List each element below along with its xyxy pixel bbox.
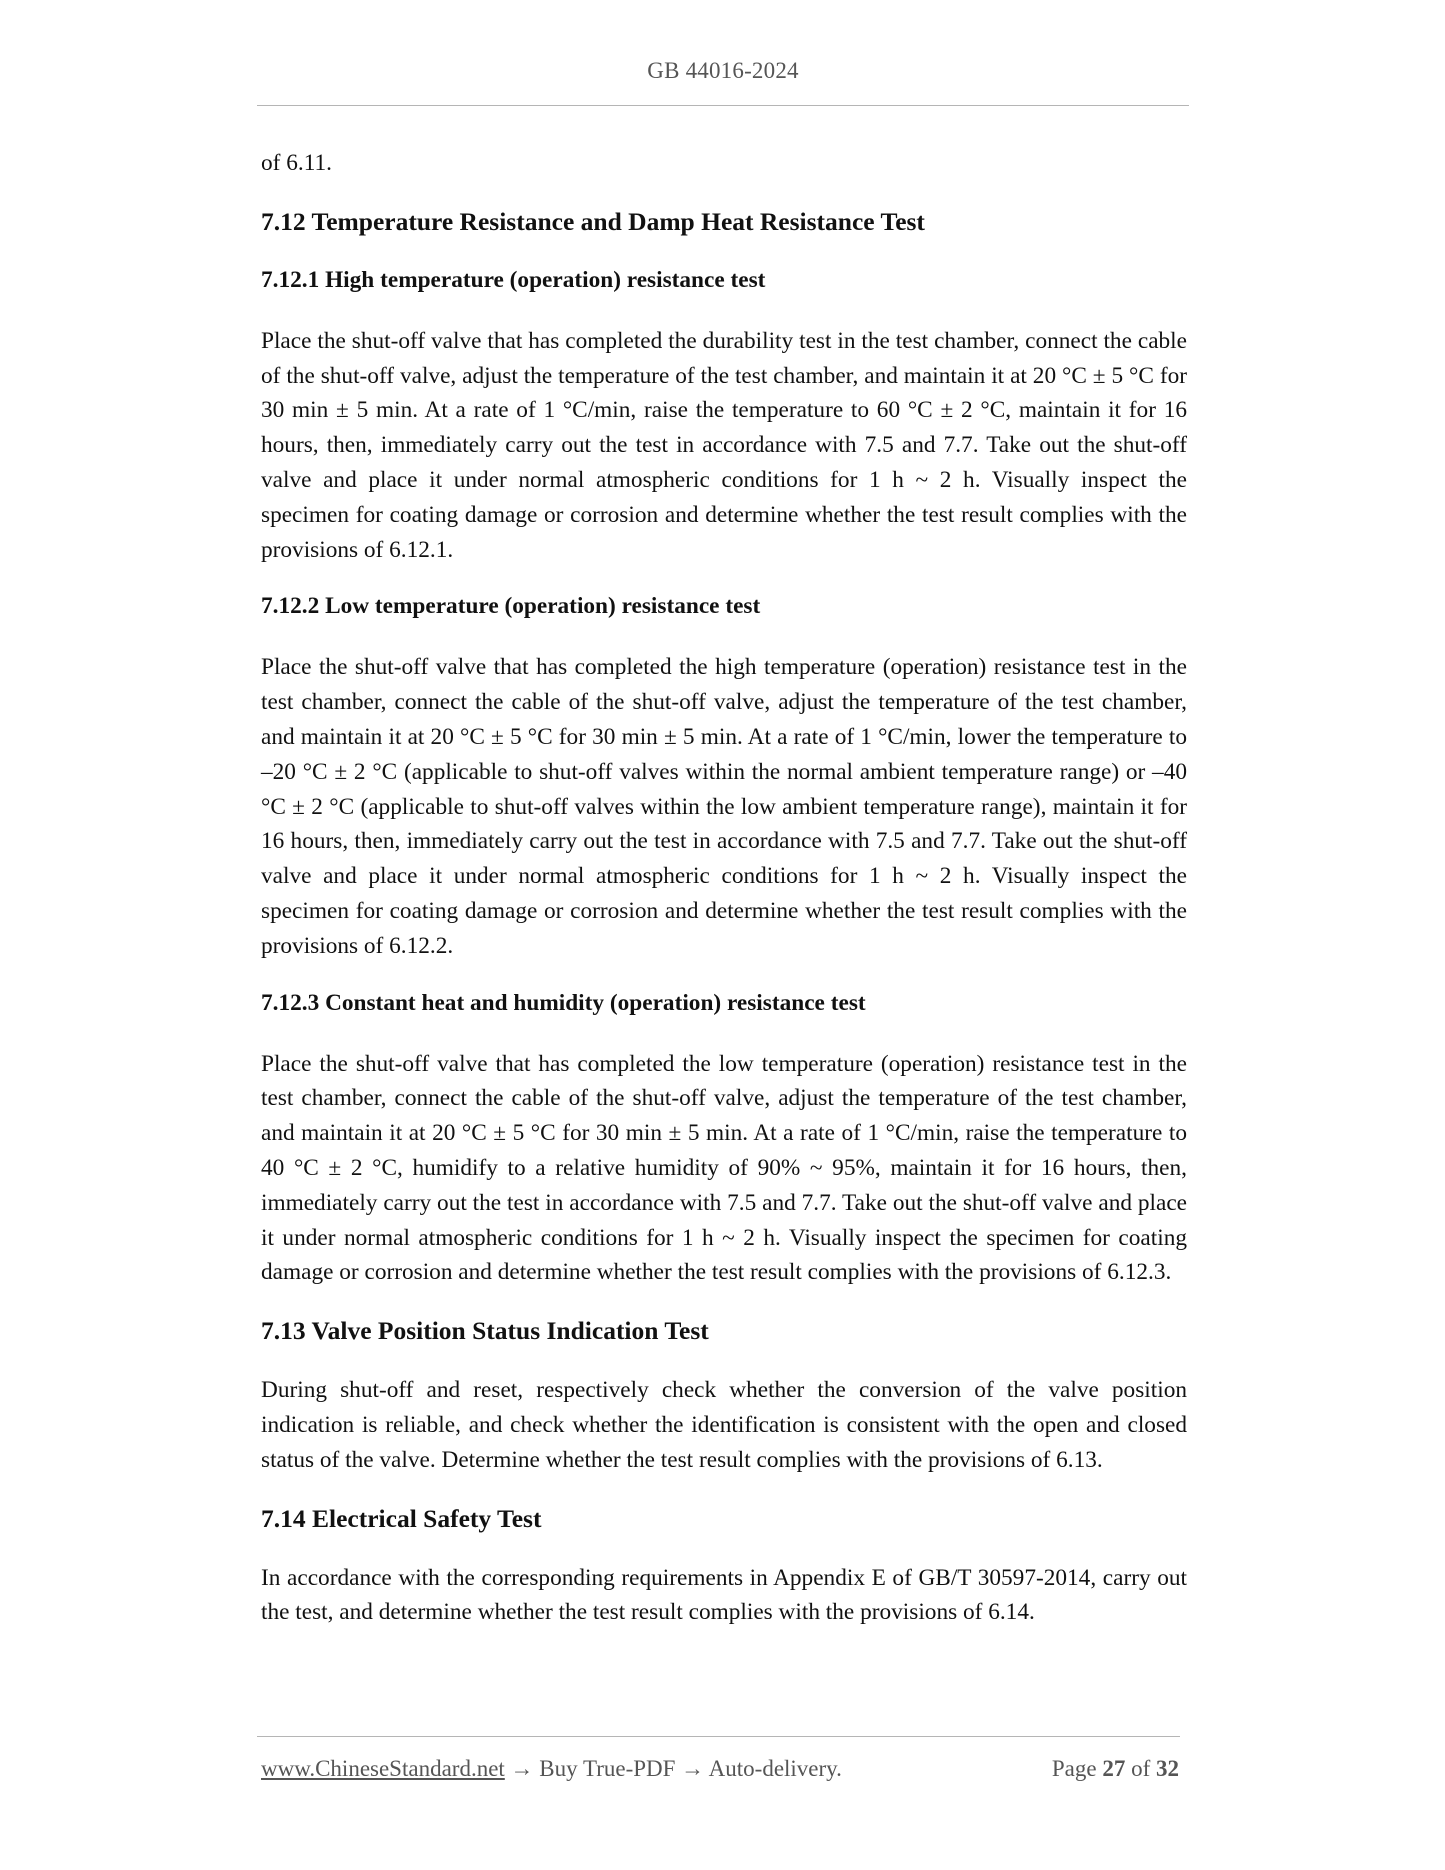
section-7-12-2-body: Place the shut-off valve that has completed the high temperature (operation) resistance test in the test chamber, connect the cable of the shut-off valve, adjust the temperature of the test chamber, and maintain it at 20 °C ± 5 °C for 30 min ± 5 min. At a rate of 1 °C/min, lower the temperature to –20 °C ± 2 °C (applicable to shut-off valves within the normal ambient temperature range) or –40 °C ± 2 °C (applicable to shut-off valves within the low ambient temperature range), maintain it for 16 hours, then, immediately carry out the test in accordance with 7.5 and 7.7. Take out the shut-off valve and place it under normal atmospheric conditions for 1 h ~ 2 h. Visually inspect the specimen for coating damage or corrosion and determine whether the test result complies with the provisions of 6.12.2. [261,654,1187,959]
section-7-12-1-body: Place the shut-off valve that has completed the durability test in the test chamber, connect the cable of the shut-off valve, adjust the temperature of the test chamber, and maintain it at 20 °C ± 5 °C for 30 min ± 5 min. At a rate of 1 °C/min, raise the temperature to 60 °C ± 2 °C, maintain it for 16 hours, then, immediately carry out the test in accordance with 7.5 and 7.7. Take out the shut-off valve and place it under normal atmospheric conditions for 1 h ~ 2 h. Visually inspect the specimen for coating damage or corrosion and determine whether the test result complies with the provisions of 6.12.1. [261,327,1187,563]
page-header: GB 44016-2024 [647,58,799,83]
total-pages: 32 [1156,1756,1179,1781]
header-divider [257,105,1189,106]
section-7-13-body: During shut-off and reset, respectively check whether the conversion of the valve position indication is reliable, and check whether the identification is consistent with the open and closed status of the valve. Determine whether the test result complies with the provisions of 6.13. [261,1377,1187,1473]
page-content [261,146,1187,1630]
section-7-12-3-heading: 7.12.3 Constant heat and humidity (operation) resistance test [261,989,866,1016]
section-7-12-heading: 7.12 Temperature Resistance and Damp Heat Resistance Test [261,206,925,236]
section-7-13-heading: 7.13 Valve Position Status Indication Test [261,1316,709,1346]
page-label: Page [1051,1756,1097,1781]
website-link[interactable]: www.ChineseStandard.net [261,1756,505,1781]
section-7-12-3-body: Place the shut-off valve that has completed the low temperature (operation) resistance test in the test chamber, connect the cable of the shut-off valve, adjust the temperature of the test chamber, and maintain it at 20 °C ± 5 °C for 30 min ± 5 min. At a rate of 1 °C/min, raise the temperature to 40 °C ± 2 °C, humidify to a relative humidity of 90% ~ 95%, maintain it for 16 hours, then, immediately carry out the test in accordance with 7.5 and 7.7. Take out the shut-off valve and place it under normal atmospheric conditions for 1 h ~ 2 h. Visually inspect the specimen for coating damage or corrosion and determine whether the test result complies with the provisions of 6.12.3. [261,1050,1187,1286]
intro-text: of 6.11. [261,150,332,176]
section-7-14-body: In accordance with the corresponding requirements in Appendix E of GB/T 30597-2014, carry out the test, and determine whether the test result complies with the provisions of 6.14. [261,1564,1187,1626]
page-number [1052,1756,1179,1782]
page-footer [261,1756,1179,1782]
footer-divider [257,1736,1180,1737]
of-label: of [1131,1756,1151,1781]
footer-promo-text: → Buy True-PDF → Auto-delivery. [510,1756,842,1781]
section-7-14-heading: 7.14 Electrical Safety Test [261,1503,542,1533]
section-7-12-2-heading: 7.12.2 Low temperature (operation) resistance test [261,593,761,620]
footer-promo [261,1756,842,1782]
section-7-12-1-heading: 7.12.1 High temperature (operation) resistance test [261,266,766,293]
current-page: 27 [1102,1756,1126,1781]
